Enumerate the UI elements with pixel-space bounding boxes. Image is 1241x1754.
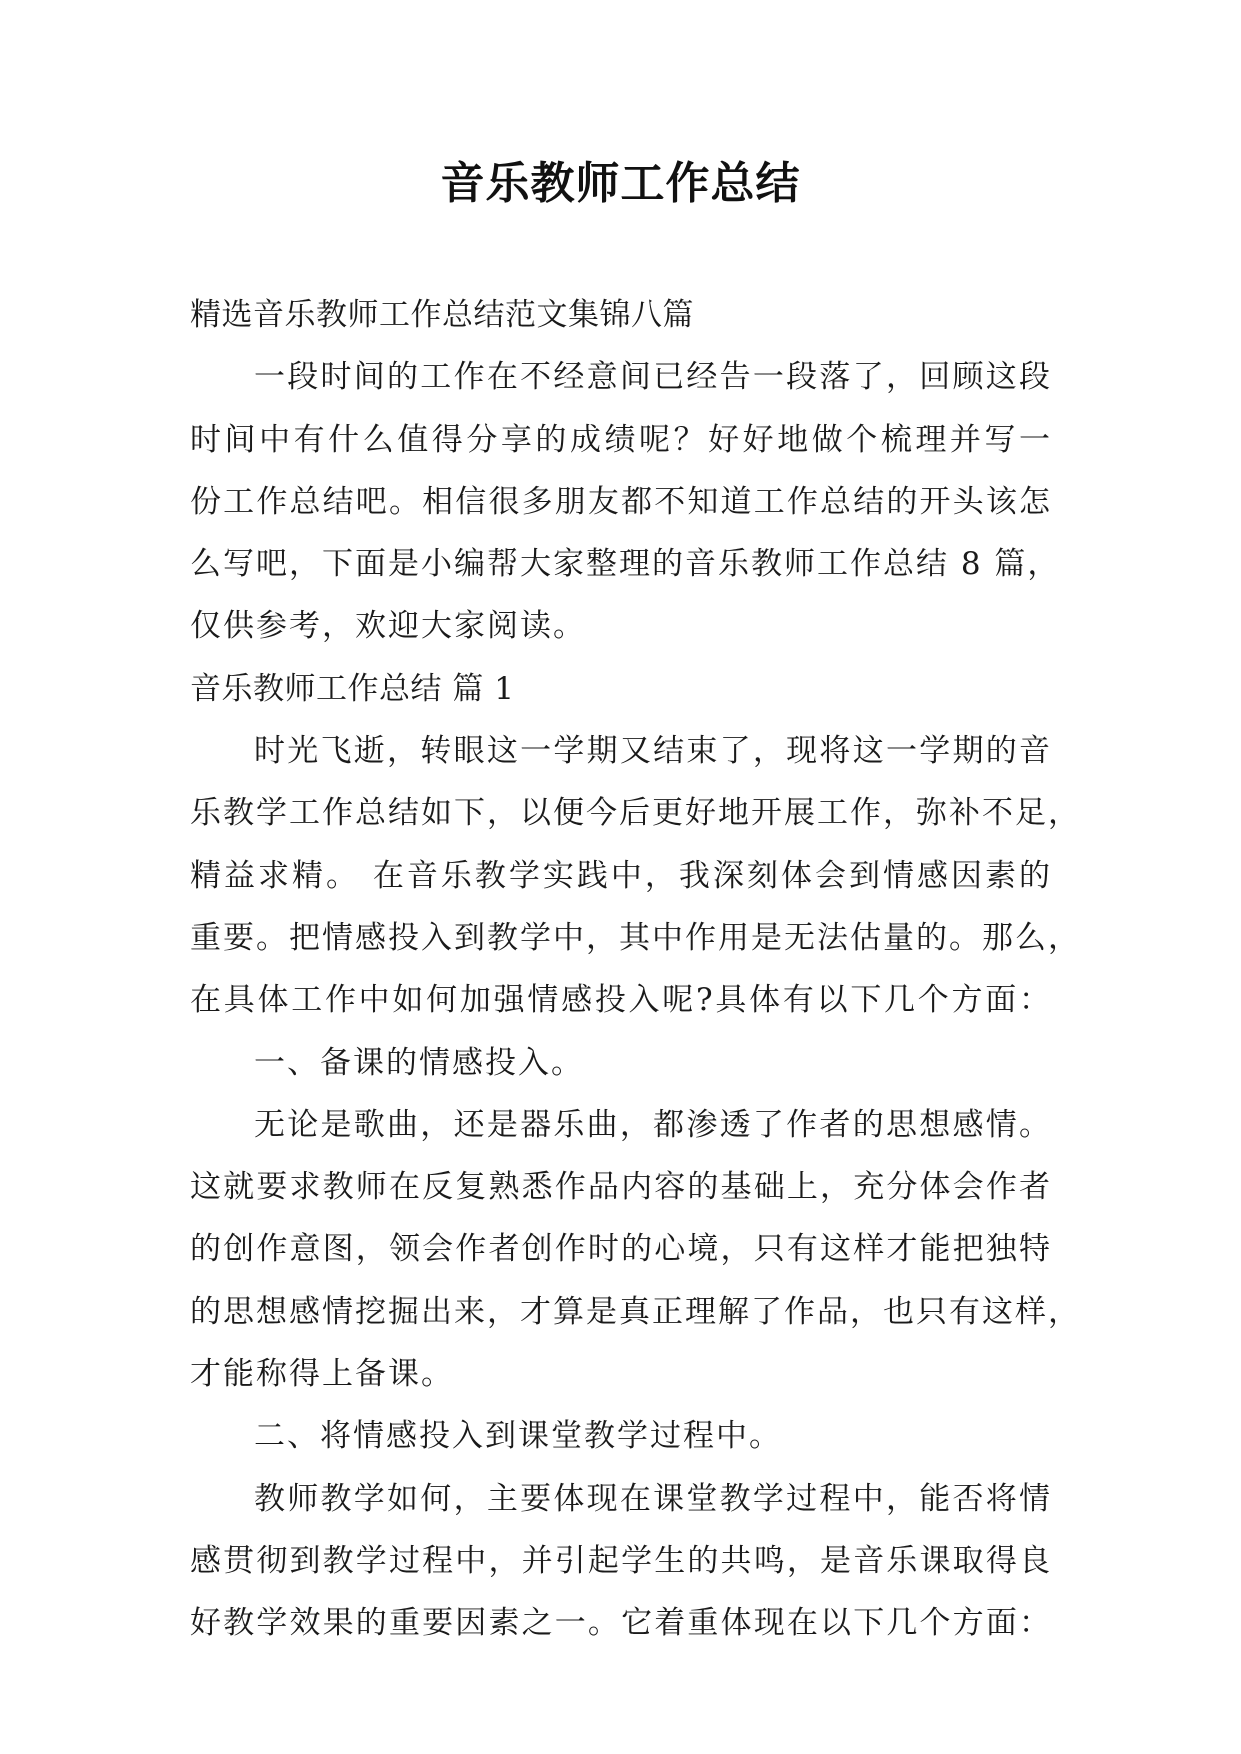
paragraph-line: 份工作总结吧。相信很多朋友都不知道工作总结的开头该怎 (190, 483, 1052, 520)
paragraph-line: 重要。把情感投入到教学中，其中作用是无法估量的。那么， (190, 919, 1081, 956)
paragraph-line: 乐教学工作总结如下，以便今后更好地开展工作，弥补不足， (190, 795, 1081, 832)
document-title: 音乐教师工作总结 (440, 158, 801, 209)
subheading-line: 二、将情感投入到课堂教学过程中。 (254, 1418, 782, 1455)
subtitle-line: 精选音乐教师工作总结范文集锦八篇 (190, 297, 694, 333)
paragraph-line: 才能称得上备课。 (190, 1356, 454, 1393)
subheading-line: 一、备课的情感投入。 (254, 1044, 584, 1081)
paragraph-line: 在具体工作中如何加强情感投入呢?具体有以下几个方面： (190, 982, 1052, 1019)
paragraph-line: 么写吧，下面是小编帮大家整理的音乐教师工作总结 8 篇， (190, 546, 1061, 583)
section-heading: 音乐教师工作总结 篇 1 (190, 670, 515, 707)
paragraph-line: 时间中有什么值得分享的成绩呢？好好地做个梳理并写一 (190, 421, 1052, 458)
paragraph-line: 时光飞逝，转眼这一学期又结束了，现将这一学期的音 (254, 733, 1052, 770)
paragraph-line: 这就要求教师在反复熟悉作品内容的基础上，充分体会作者 (190, 1169, 1052, 1206)
paragraph-line: 感贯彻到教学过程中，并引起学生的共鸣，是音乐课取得良 (190, 1542, 1052, 1579)
paragraph-line: 好教学效果的重要因素之一。它着重体现在以下几个方面： (190, 1605, 1052, 1642)
paragraph-line: 教师教学如何，主要体现在课堂教学过程中，能否将情 (254, 1480, 1052, 1517)
paragraph-line: 的思想感情挖掘出来，才算是真正理解了作品，也只有这样， (190, 1293, 1081, 1330)
document-body (190, 284, 1081, 1655)
paragraph-line: 一段时间的工作在不经意间已经告一段落了，回顾这段 (254, 359, 1052, 396)
paragraph-line: 仅供参考，欢迎大家阅读。 (190, 608, 586, 645)
paragraph-line: 的创作意图，领会作者创作时的心境，只有这样才能把独特 (190, 1231, 1052, 1268)
paragraph-line: 精益求精。 在音乐教学实践中，我深刻体会到情感因素的 (190, 857, 1052, 894)
paragraph-line: 无论是歌曲，还是器乐曲，都渗透了作者的思想感情。 (254, 1106, 1052, 1143)
